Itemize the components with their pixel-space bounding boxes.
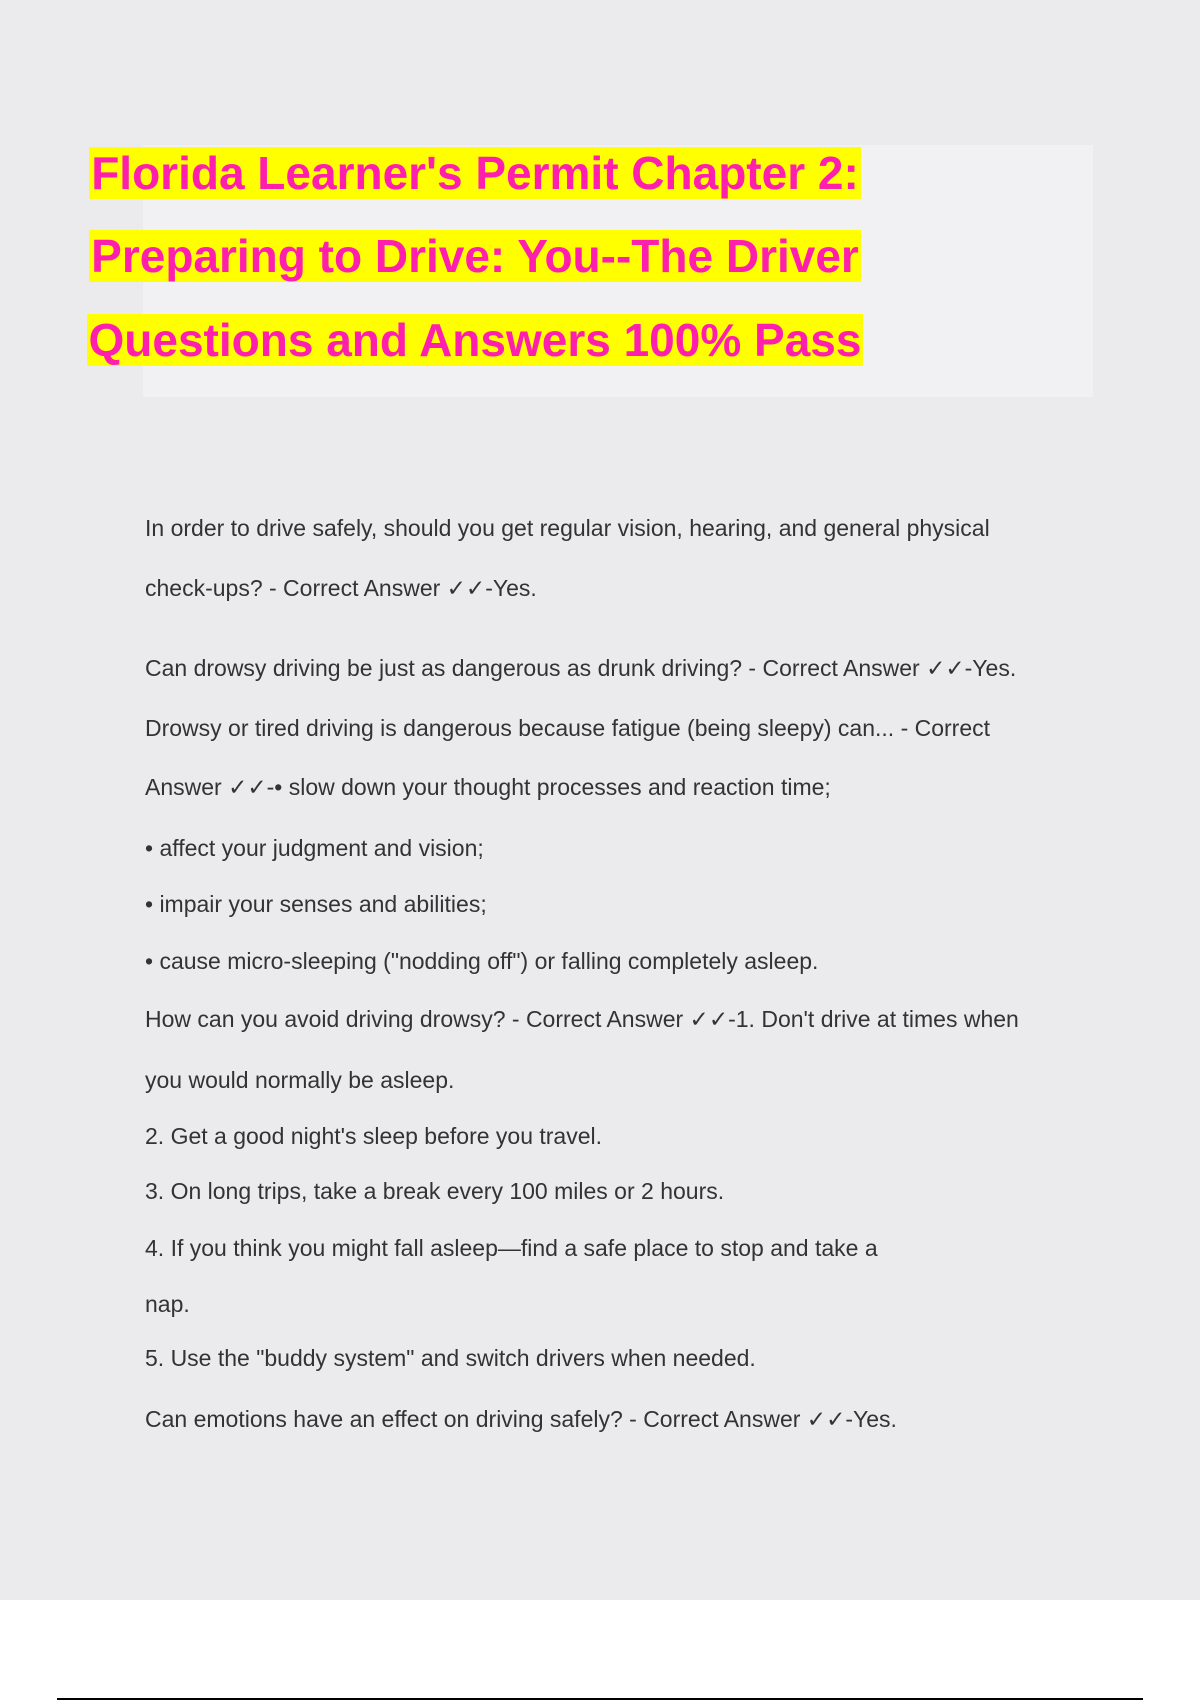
document-title-line-1: Florida Learner's Permit Chapter 2: — [91, 147, 859, 199]
question-3-bullet-2: • impair your senses and abilities; — [145, 891, 487, 917]
question-4-step-2: 2. Get a good night's sleep before you travel. — [145, 1123, 603, 1149]
question-3-line-2: Answer ✓✓-• slow down your thought processes and reaction time; — [145, 774, 831, 800]
question-1-line-1: In order to drive safely, should you get regular vision, hearing, and general physical — [145, 515, 990, 541]
question-4-line-2: you would normally be asleep. — [145, 1067, 455, 1093]
question-3-line-1: Drowsy or tired driving is dangerous because fatigue (being sleepy) can... - Correct — [145, 715, 991, 741]
document-title-line-3: Questions and Answers 100% Pass — [88, 314, 862, 366]
question-4-step-3: 3. On long trips, take a break every 100 miles or 2 hours. — [145, 1178, 725, 1204]
question-5-line: Can emotions have an effect on driving safely? - Correct Answer ✓✓-Yes. — [145, 1406, 897, 1432]
question-4-step-4: 4. If you think you might fall asleep—find a safe place to stop and take a — [145, 1235, 878, 1261]
question-4-step-5: 5. Use the "buddy system" and switch drivers when needed. — [145, 1345, 756, 1371]
document-title-line-2: Preparing to Drive: You--The Driver — [91, 230, 859, 282]
question-4-line-1: How can you avoid driving drowsy? - Correct Answer ✓✓-1. Don't drive at times when — [145, 1006, 1019, 1032]
question-3-bullet-1: • affect your judgment and vision; — [145, 835, 484, 861]
question-2-line: Can drowsy driving be just as dangerous as drunk driving? - Correct Answer ✓✓-Yes. — [145, 655, 1017, 681]
question-1-line-2: check-ups? - Correct Answer ✓✓-Yes. — [145, 575, 537, 601]
question-4-step-4-continued: nap. — [145, 1291, 190, 1317]
question-3-bullet-3: • cause micro-sleeping ("nodding off") or falling completely asleep. — [145, 948, 819, 974]
